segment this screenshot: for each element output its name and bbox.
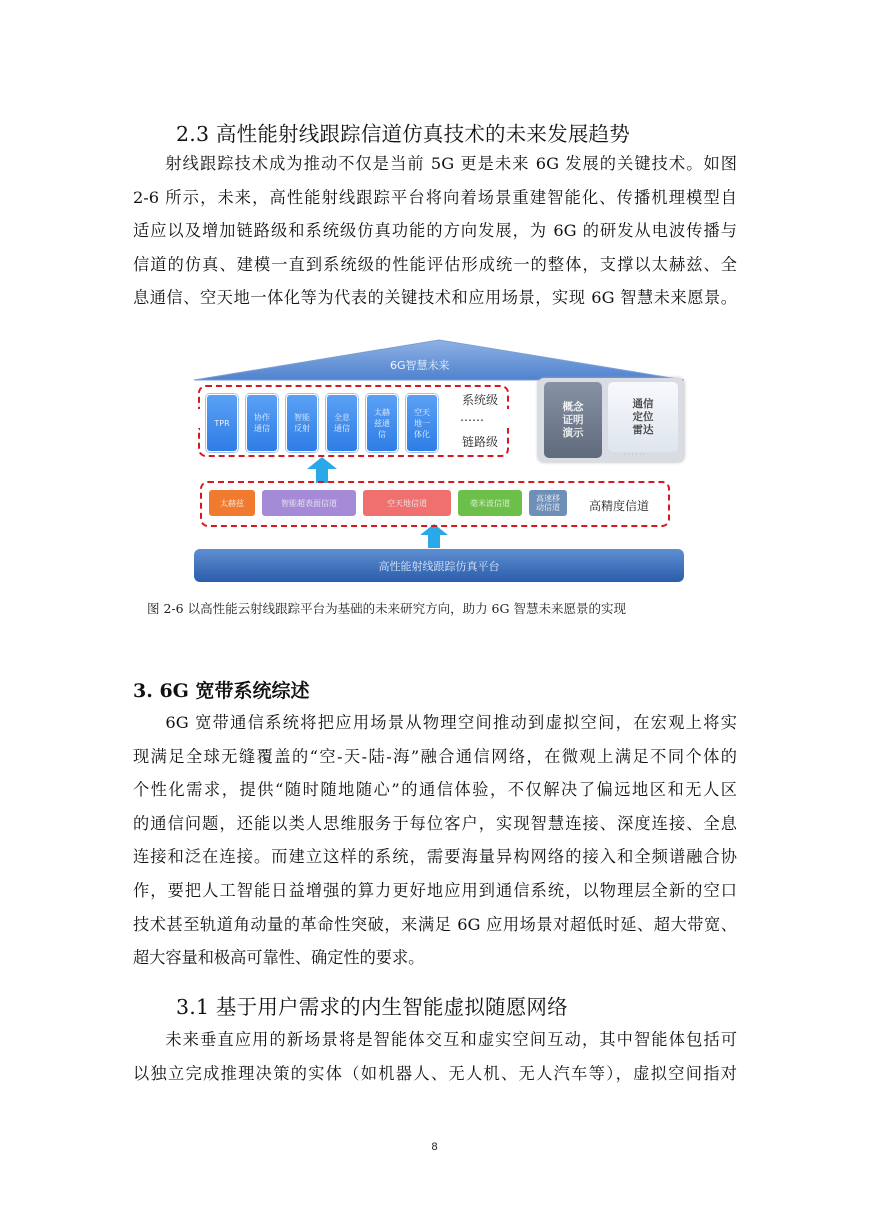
mmwave-channel-box: 毫米波信道 [457, 489, 523, 517]
ellipsis-label: …… [460, 410, 484, 424]
paragraph-line: 现满足全球无缝覆盖的“空-天-陆-海”融合通信网络，在微观上满足不同个体的 [133, 746, 737, 766]
paragraph-line: 连接和泛在连接。而建立这样的系统，需要海量异构网络的接入和全频谱融合协 [133, 847, 737, 867]
link-level-label: 链路级 [462, 435, 499, 449]
proof-of-concept-box: 概念 证明 演示 [544, 382, 602, 458]
paragraph-line: 2-6 所示，未来，高性能射线跟踪平台将向着场景重建智能化、传播机理模型自 [133, 187, 737, 207]
comm-positioning-radar-box: 通信 定位 雷达 [608, 382, 678, 452]
high-speed-channel-box: 高速移 动信道 [528, 489, 568, 517]
section-3-1-paragraph [133, 1023, 737, 1090]
paragraph-line: 的通信问题，还能以类人思维服务于每位客户，实现智慧连接、深度连接、全息 [133, 813, 737, 833]
system-level-label: 系统级 [462, 393, 499, 407]
paragraph-line: 超大容量和极高可靠性、确定性的要求。 [133, 948, 425, 968]
paragraph-line: 以独立完成推理决策的实体（如机器人、无人机、无人汽车等），虚拟空间指对 [133, 1063, 737, 1083]
up-arrow-icon [420, 524, 448, 548]
ris-channel-box: 智能超表面信道 [261, 489, 357, 517]
simulation-platform-bar: 高性能射线跟踪仿真平台 [194, 549, 684, 582]
paragraph-line: 技术甚至轨道角动量的革命性突破，来满足 6G 应用场景对超低时延、超大带宽、 [133, 914, 737, 934]
section-3-paragraph [133, 706, 737, 975]
space-air-ground-channel-box: 空天地信道 [362, 489, 452, 517]
cooperative-comm-box: 协作 通信 [246, 394, 278, 452]
paragraph-line: 射线跟踪技术成为推动不仅是当前 5G 更是未来 6G 发展的关键技术。如图 [165, 154, 737, 173]
roof-label: 6G智慧未来 [390, 359, 450, 372]
paragraph-line: 未来垂直应用的新场景将是智能体交互和虚实空间互动，其中智能体包括可 [165, 1030, 737, 1049]
space-air-ground-box: 空天 地一 体化 [406, 394, 438, 452]
high-precision-channel-label: 高精度信道 [589, 499, 650, 513]
paragraph-line: 6G 宽带通信系统将把应用场景从物理空间推动到虚拟空间，在宏观上将实 [165, 713, 737, 732]
paragraph-line: 信道的仿真、建模一直到系统级的性能评估形成统一的整体，支撑以太赫兹、全 [133, 254, 737, 274]
page-number: 8 [431, 1141, 438, 1153]
section-heading-2-3: 2.3 高性能射线跟踪信道仿真技术的未来发展趋势 [176, 122, 630, 146]
paragraph-line: 个性化需求，提供“随时随地随心”的通信体验，不仅解决了偏远地区和无人区 [133, 780, 737, 800]
section-2-3-paragraph [133, 147, 737, 315]
paragraph-line: 作，要把人工智能日益增强的算力更好地应用到通信系统，以物理层全新的空口 [133, 880, 737, 900]
paragraph-line: 适应以及增加链路级和系统级仿真功能的方向发展，为 6G 的研发从电波传播与 [133, 221, 737, 241]
channel-box-row [208, 489, 568, 517]
terahertz-channel-box: 太赫兹 [208, 489, 256, 517]
figure-caption: 图 2-6 以高性能云射线跟踪平台为基础的未来研究方向，助力 6G 智慧未来愿景的实现 [147, 601, 626, 616]
section-heading-3: 3. 6G 宽带系统综述 [133, 680, 310, 702]
figure-2-6-diagram [194, 338, 684, 584]
holographic-comm-box: 全息 通信 [326, 394, 358, 452]
intelligent-reflection-box: 智能 反射 [286, 394, 318, 452]
right-dots: · · · · · · [624, 452, 645, 459]
up-arrow-icon [307, 457, 337, 483]
section-heading-3-1: 3.1 基于用户需求的内生智能虚拟随愿网络 [176, 995, 568, 1019]
terahertz-comm-box: 太赫 兹通 信 [366, 394, 398, 452]
tpr-box: TPR [206, 394, 238, 452]
paragraph-line: 息通信、空天地一体化等为代表的关键技术和应用场景，实现 6G 智慧未来愿景。 [133, 288, 737, 308]
